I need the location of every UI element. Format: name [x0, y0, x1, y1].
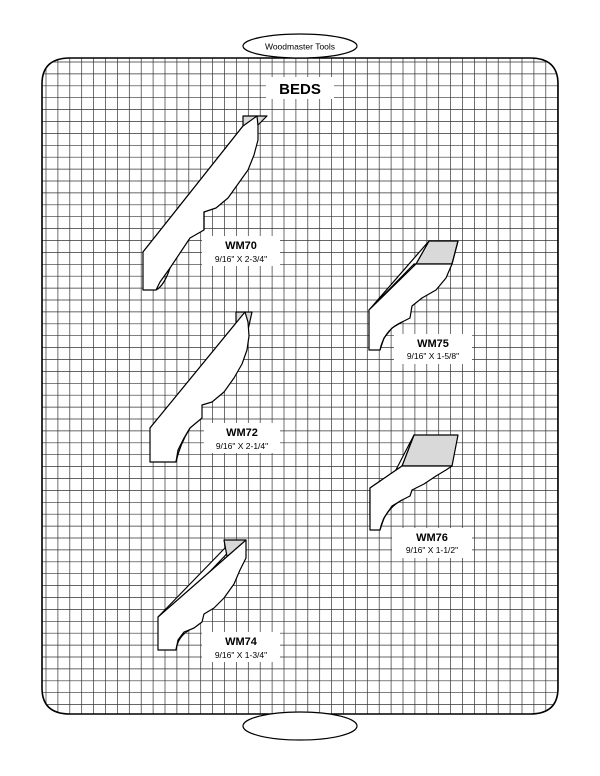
brand-name: Woodmaster Tools [264, 41, 336, 52]
molding-wm74-name: WM74 [225, 636, 257, 648]
molding-wm76-name: WM76 [416, 532, 448, 544]
footer-oval [243, 712, 357, 740]
graph-paper-grid [40, 56, 560, 716]
molding-wm75-name: WM75 [417, 338, 449, 350]
molding-wm70-name: WM70 [225, 240, 257, 252]
molding-wm72-size: 9/16" X 2-1/4" [215, 441, 269, 451]
molding-wm72-name: WM72 [226, 427, 258, 439]
molding-wm76-size: 9/16" X 1-1/2" [405, 545, 459, 555]
molding-wm75-size: 9/16" X 1-5/8" [406, 351, 460, 361]
molding-wm70-size: 9/16" X 2-3/4" [214, 254, 268, 264]
molding-wm74-size: 9/16" X 1-3/4" [214, 650, 268, 660]
page-title: BEDS [279, 81, 321, 98]
